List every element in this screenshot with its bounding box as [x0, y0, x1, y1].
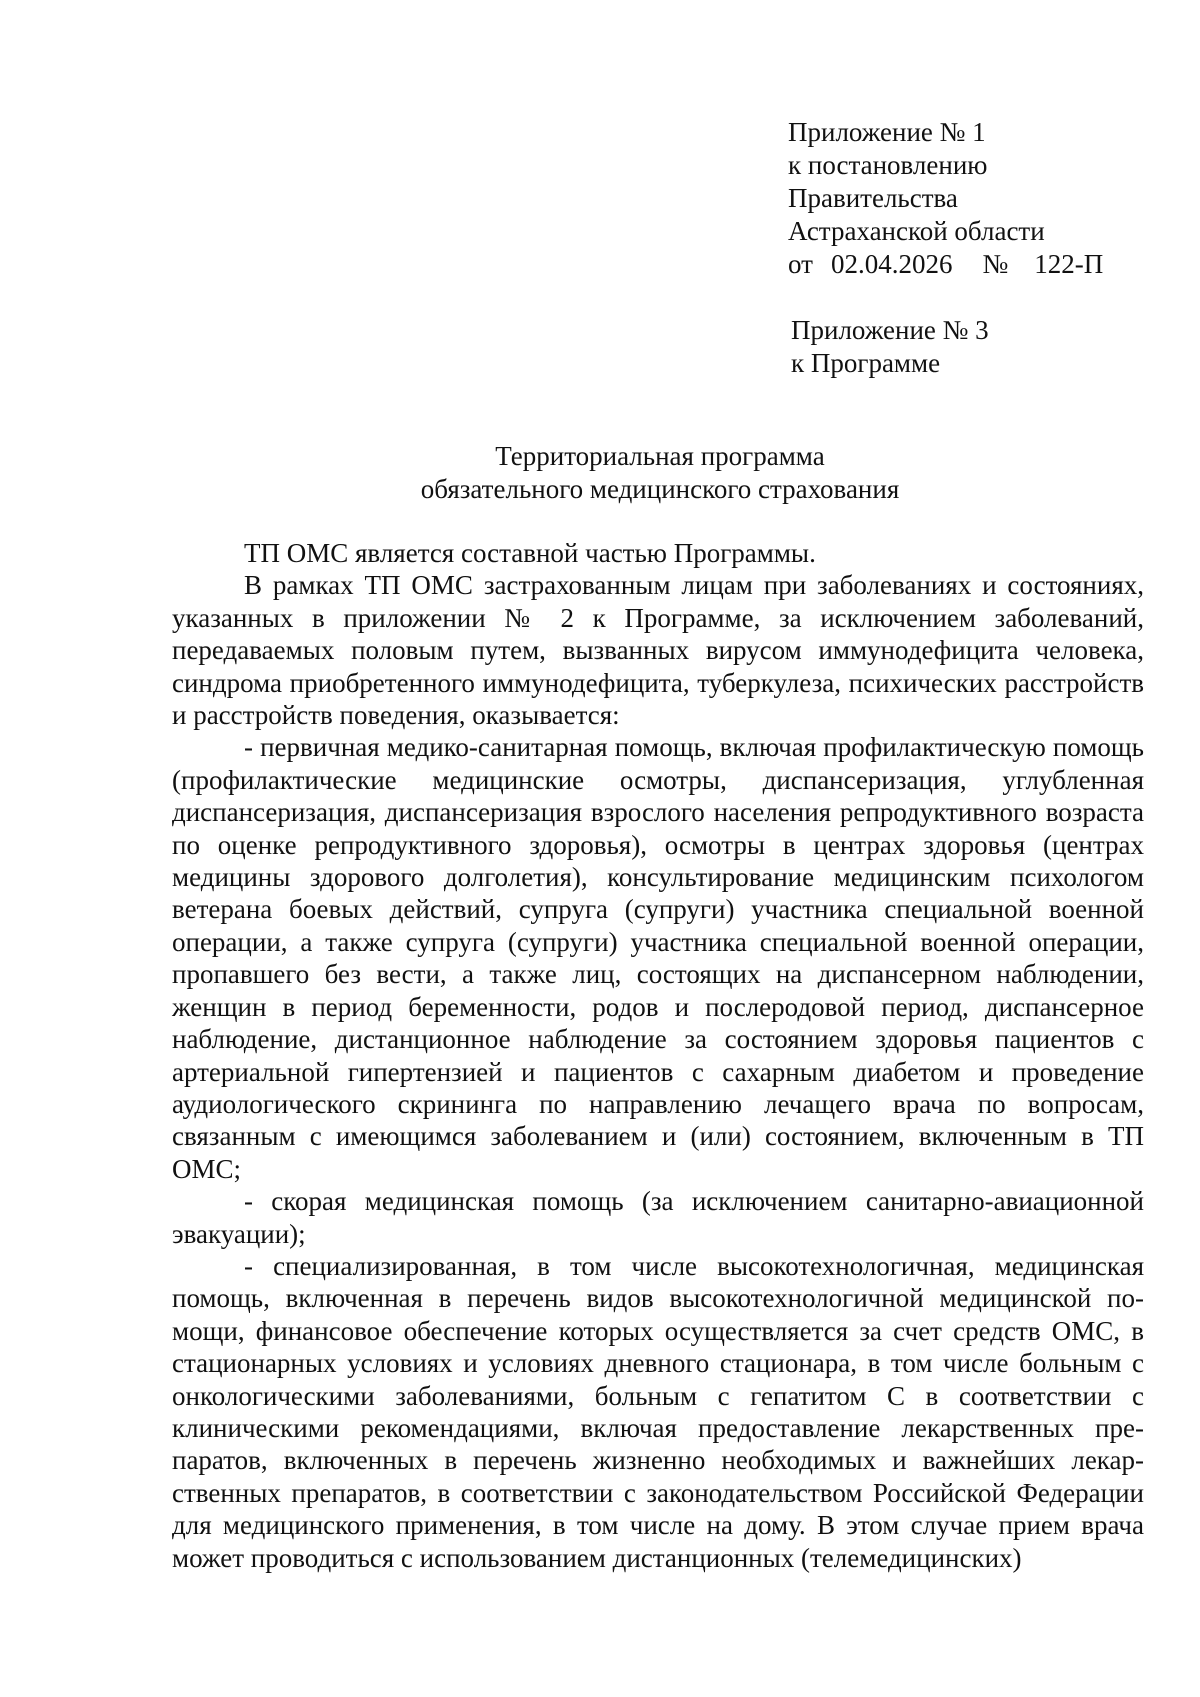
decree-date-number-row: [788, 248, 1103, 281]
attachment-2-line: Приложение № 3: [791, 315, 989, 345]
attachment-1-line: Приложение № 1: [788, 117, 986, 147]
paragraph: - скорая медицинская помощь (за исключением санитарно-авиационной эвакуации);: [172, 1186, 1144, 1249]
attachment-1-line: к постановлению: [788, 150, 988, 180]
attachment-1-line: Астраханской области: [788, 216, 1045, 246]
attachment-2-header: [791, 314, 989, 380]
title-line: обязательного медицинского страхования: [420, 474, 900, 504]
paragraph: - первичная медико-санитарная помощь, включая профилактическую помощь (профилактические медицинские осмотры, диспансеризация, углубленная диспансеризация, диспансеризация взрослого населения репродуктивного возраста по оценке репродуктивного здоровья), осмотры в центрах здоровья (центрах медицины здорового долголетия), консультирование медицинским психологом ветерана боевых действий, супруга (супруги) участника специальной военной операции, а также супруга (супруги) участника специальной военной операции, пропавшего без вести, а также лиц, состоящих на диспансерном наблюдении, женщин в период беременности, родов и послеродовой период, диспансерное наблюдение, дистанционное наблюдение за состоянием здоровья пациентов с артериальной гипертензией и пациентов с сахарным диабетом и проведение аудиологического скрининга по направлению лечащего врача по вопросам, связанным с имеющимся заболеванием и (или) состоянием, включенным в ТП ОМС;: [172, 732, 1144, 1184]
decree-date: 02.04.2026: [830, 249, 953, 279]
date-prefix: от: [788, 249, 813, 279]
attachment-2-line: к Программе: [791, 348, 941, 378]
document-title: [0, 440, 1200, 506]
decree-number: 122-П: [1034, 249, 1104, 279]
document-body: [172, 537, 1144, 1574]
paragraph: ТП ОМС является составной частью Программы.: [244, 538, 816, 568]
title-line: Территориальная программа: [495, 441, 825, 471]
paragraph: - специализированная, в том числе высокотехнологичная, медицинская помощь, включенная в перечень видов высокотехнологичной медицинской помощи, финансовое обеспечение которых осуществляется за счет средств ОМС, в стационарных условиях и условиях дневного стационара, в том числе больным с онкологическими заболеваниями, больным с гепатитом С в соответствии с клиническими рекомендациями, включая предоставление лекарственных препаратов, включенных в перечень жизненно необходимых и важнейших лекарственных препаратов, в соответствии с законодательством Российской Федерации для медицинского применения, в том числе на дому. В этом случае прием врача может проводиться с использованием дистанционных (телемедицинских): [172, 1250, 1144, 1573]
attachment-1-header: [788, 116, 1103, 281]
number-sign: №: [982, 249, 1009, 279]
paragraph: В рамках ТП ОМС застрахованным лицам при заболеваниях и состояниях, указанных в приложении № 2 к Программе, за исключением заболеваний, передаваемых половым путем, вызванных вирусом иммунодефицита человека, синдрома приобретенного иммунодефицита, туберкулеза, психических расстройств и расстройств поведения, оказывается:: [172, 570, 1144, 731]
attachment-1-line: Правительства: [788, 183, 958, 213]
